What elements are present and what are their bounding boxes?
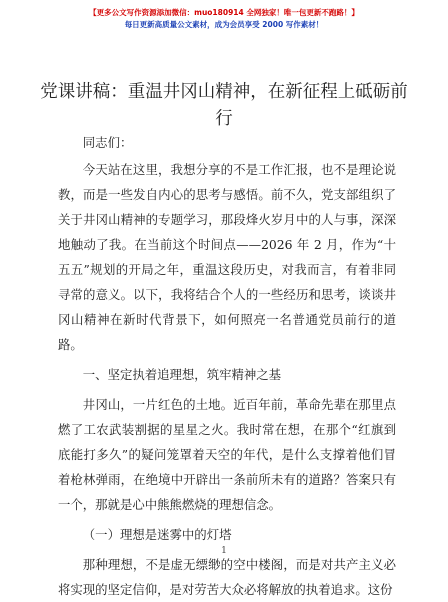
page-number: 1: [221, 546, 227, 556]
greeting: 同志们：: [82, 135, 133, 150]
banner-line-1: 【更多公文写作资源添加微信：muo180914 全网独家！唯一包更新不跑路！】: [89, 8, 359, 17]
promo-banner: [0, 7, 448, 31]
paragraph-ideal: 那种理想，不是虚无缥缈的空中楼阁，而是对共产主义必将实现的坚定信仰，是对劳苦大众必将解放的执着追求。这份: [58, 557, 396, 597]
banner-line-2: 每日更新高质量公文素材，成为会员享受 2000 写作素材！: [124, 20, 324, 29]
paragraph-jinggangshan: 井冈山，一片红色的土地。近百年前，革命先辈在那里点燃了工农武装割据的星星之火。我时常在想，在那个“红旗到底能打多久”的疑问笼罩着天空的年代，是什么支撑着他们冒着枪林弹雨，在绝境中开辟出一条前所未有的道路？答案只有一个，那就是心中熊熊燃烧的理想信念。: [58, 397, 396, 512]
document-body: [58, 130, 396, 602]
paragraph-intro: 今天站在这里，我想分享的不是工作汇报，也不是理论说教，而是一些发自内心的思考与感悟。前不久，党支部组织了关于井冈山精神的专题学习，那段烽火岁月中的人与事，深深地触动了我。在当前这个时间点——2026 年 2 月，作为“十五五”规划的开局之年，重温这段历史，对我而言，有着非同寻常的意义。以下，我将结合个人的一些经历和思考，谈谈井冈山精神在新时代背景下，如何照亮一名普通党员前行的道路。: [58, 162, 396, 352]
section-heading-1: 一、坚定执着追理想，筑牢精神之基: [82, 367, 282, 382]
subsection-heading-1: （一）理想是迷雾中的灯塔: [82, 527, 232, 542]
document-title: 党课讲稿：重温井冈山精神，在新征程上砥砺前行: [40, 82, 408, 129]
